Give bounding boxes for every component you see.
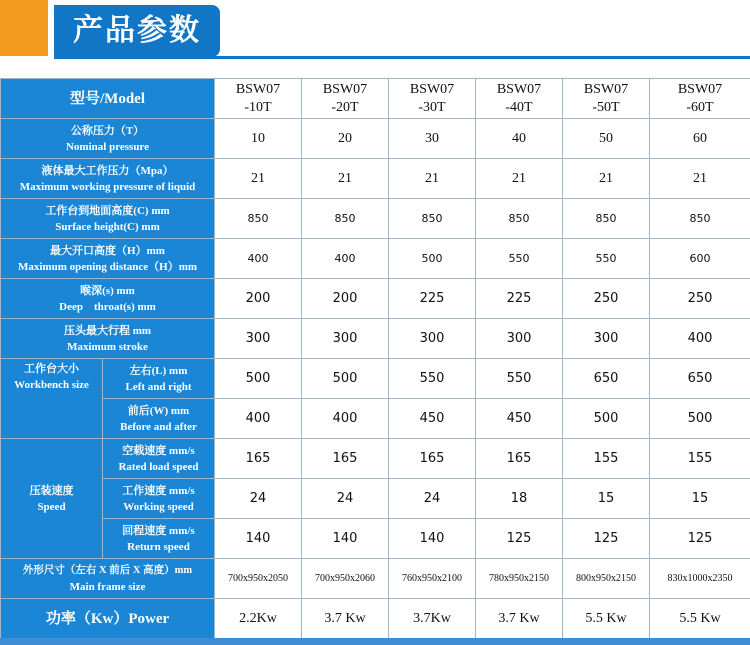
liquid-pressure-label: 液体最大工作压力（Mpa） Maximum working pressure of liquid <box>1 159 215 199</box>
left-right-value: 650 <box>650 359 750 399</box>
surface-height-value: 850 <box>389 199 476 239</box>
power-value: 3.7 Kw <box>476 599 563 639</box>
surface-height-value: 850 <box>215 199 302 239</box>
working-speed-value: 18 <box>476 479 563 519</box>
liquid-pressure-value: 21 <box>389 159 476 199</box>
model-cell <box>389 79 476 119</box>
rated-load-speed-value: 165 <box>476 439 563 479</box>
model-suffix: -40T <box>505 99 533 115</box>
model-name: BSW07 <box>496 81 542 97</box>
table-row-rated-load-speed <box>1 439 750 479</box>
power-label: 功率（Kw）Power <box>1 599 215 639</box>
before-after-label: 前后(W) mm Before and after <box>103 399 215 439</box>
frame-size-value: 800x950x2150 <box>563 559 650 599</box>
before-after-value: 450 <box>476 399 563 439</box>
table-row-opening-distance <box>1 239 750 279</box>
table-row-stroke <box>1 319 750 359</box>
nominal-pressure-value: 40 <box>476 119 563 159</box>
opening-distance-value: 550 <box>563 239 650 279</box>
before-after-value: 500 <box>650 399 750 439</box>
stroke-value: 400 <box>650 319 750 359</box>
table-row-return-speed <box>1 519 750 559</box>
before-after-value: 500 <box>563 399 650 439</box>
frame-size-value: 700x950x2060 <box>302 559 389 599</box>
stroke-value: 300 <box>563 319 650 359</box>
working-speed-value: 24 <box>215 479 302 519</box>
nominal-pressure-value: 50 <box>563 119 650 159</box>
model-suffix: -60T <box>686 99 714 115</box>
frame-size-value: 700x950x2050 <box>215 559 302 599</box>
table-row-nominal-pressure <box>1 119 750 159</box>
model-name: BSW07 <box>583 81 629 97</box>
model-name: BSW07 <box>235 81 281 97</box>
model-name: BSW07 <box>409 81 455 97</box>
nominal-pressure-label: 公称压力（T） Nominal pressure <box>1 119 215 159</box>
working-speed-value: 15 <box>650 479 750 519</box>
power-value: 5.5 Kw <box>563 599 650 639</box>
frame-size-value: 780x950x2150 <box>476 559 563 599</box>
opening-distance-value: 500 <box>389 239 476 279</box>
model-name: BSW07 <box>322 81 368 97</box>
return-speed-value: 140 <box>302 519 389 559</box>
power-value: 5.5 Kw <box>650 599 750 639</box>
frame-size-label: 外形尺寸（左右 X 前后 X 高度）mm Main frame size <box>1 559 215 599</box>
rated-load-speed-label: 空载速度 mm/s Rated load speed <box>103 439 215 479</box>
return-speed-label: 回程速度 mm/s Return speed <box>103 519 215 559</box>
return-speed-value: 140 <box>389 519 476 559</box>
stroke-value: 300 <box>215 319 302 359</box>
before-after-value: 450 <box>389 399 476 439</box>
opening-distance-value: 550 <box>476 239 563 279</box>
model-suffix: -30T <box>418 99 446 115</box>
page-title: 产品参数 <box>54 5 220 57</box>
left-right-value: 500 <box>302 359 389 399</box>
frame-size-value: 760x950x2100 <box>389 559 476 599</box>
model-cell <box>215 79 302 119</box>
power-value: 3.7Kw <box>389 599 476 639</box>
surface-height-value: 850 <box>302 199 389 239</box>
model-cell <box>476 79 563 119</box>
opening-distance-value: 400 <box>215 239 302 279</box>
left-right-label: 左右(L) mm Left and right <box>103 359 215 399</box>
before-after-value: 400 <box>215 399 302 439</box>
frame-size-value: 830x1000x2350 <box>650 559 750 599</box>
throat-value: 200 <box>302 279 389 319</box>
throat-value: 200 <box>215 279 302 319</box>
liquid-pressure-value: 21 <box>563 159 650 199</box>
table-row-left-right <box>1 359 750 399</box>
power-value: 3.7 Kw <box>302 599 389 639</box>
before-after-value: 400 <box>302 399 389 439</box>
liquid-pressure-value: 21 <box>302 159 389 199</box>
model-label: 型号/Model <box>1 79 215 119</box>
table-row-surface-height <box>1 199 750 239</box>
throat-value: 250 <box>650 279 750 319</box>
liquid-pressure-value: 21 <box>650 159 750 199</box>
surface-height-value: 850 <box>650 199 750 239</box>
rated-load-speed-value: 165 <box>389 439 476 479</box>
surface-height-value: 850 <box>476 199 563 239</box>
surface-height-label: 工作台到地面高度(C) mm Surface height(C) mm <box>1 199 215 239</box>
left-right-value: 500 <box>215 359 302 399</box>
return-speed-value: 140 <box>215 519 302 559</box>
return-speed-value: 125 <box>650 519 750 559</box>
throat-value: 225 <box>389 279 476 319</box>
table-row-before-after <box>1 399 750 439</box>
nominal-pressure-value: 30 <box>389 119 476 159</box>
stroke-label: 压头最大行程 mm Maximum stroke <box>1 319 215 359</box>
orange-accent-block <box>0 0 48 56</box>
throat-value: 225 <box>476 279 563 319</box>
opening-distance-value: 600 <box>650 239 750 279</box>
throat-value: 250 <box>563 279 650 319</box>
model-cell <box>650 79 750 119</box>
model-suffix: -20T <box>331 99 359 115</box>
table-row-working-speed <box>1 479 750 519</box>
liquid-pressure-value: 21 <box>215 159 302 199</box>
working-speed-value: 15 <box>563 479 650 519</box>
table-row-model <box>1 79 750 119</box>
power-value: 2.2Kw <box>215 599 302 639</box>
working-speed-label: 工作速度 mm/s Working speed <box>103 479 215 519</box>
liquid-pressure-value: 21 <box>476 159 563 199</box>
workbench-label: 工作台大小 Workbench size <box>1 359 103 439</box>
model-cell <box>563 79 650 119</box>
left-right-value: 550 <box>389 359 476 399</box>
opening-distance-value: 400 <box>302 239 389 279</box>
working-speed-value: 24 <box>302 479 389 519</box>
stroke-value: 300 <box>302 319 389 359</box>
rated-load-speed-value: 155 <box>650 439 750 479</box>
surface-height-value: 850 <box>563 199 650 239</box>
left-right-value: 550 <box>476 359 563 399</box>
left-right-value: 650 <box>563 359 650 399</box>
nominal-pressure-value: 20 <box>302 119 389 159</box>
table-row-frame-size <box>1 559 750 599</box>
bottom-bar <box>0 638 750 645</box>
spec-table <box>0 78 750 639</box>
rated-load-speed-value: 165 <box>302 439 389 479</box>
table-row-liquid-pressure <box>1 159 750 199</box>
return-speed-value: 125 <box>476 519 563 559</box>
rated-load-speed-value: 165 <box>215 439 302 479</box>
model-name: BSW07 <box>677 81 723 97</box>
model-cell <box>302 79 389 119</box>
header-bar <box>0 0 750 62</box>
stroke-value: 300 <box>476 319 563 359</box>
throat-label: 喉深(s) mm Deep throat(s) mm <box>1 279 215 319</box>
nominal-pressure-value: 60 <box>650 119 750 159</box>
header-divider <box>54 56 750 59</box>
rated-load-speed-value: 155 <box>563 439 650 479</box>
working-speed-value: 24 <box>389 479 476 519</box>
stroke-value: 300 <box>389 319 476 359</box>
model-suffix: -50T <box>592 99 620 115</box>
table-row-throat <box>1 279 750 319</box>
opening-distance-label: 最大开口高度（H）mm Maximum opening distance（H）mm <box>1 239 215 279</box>
return-speed-value: 125 <box>563 519 650 559</box>
nominal-pressure-value: 10 <box>215 119 302 159</box>
speed-label: 压装速度 Speed <box>1 439 103 559</box>
table-row-power <box>1 599 750 639</box>
model-suffix: -10T <box>244 99 272 115</box>
